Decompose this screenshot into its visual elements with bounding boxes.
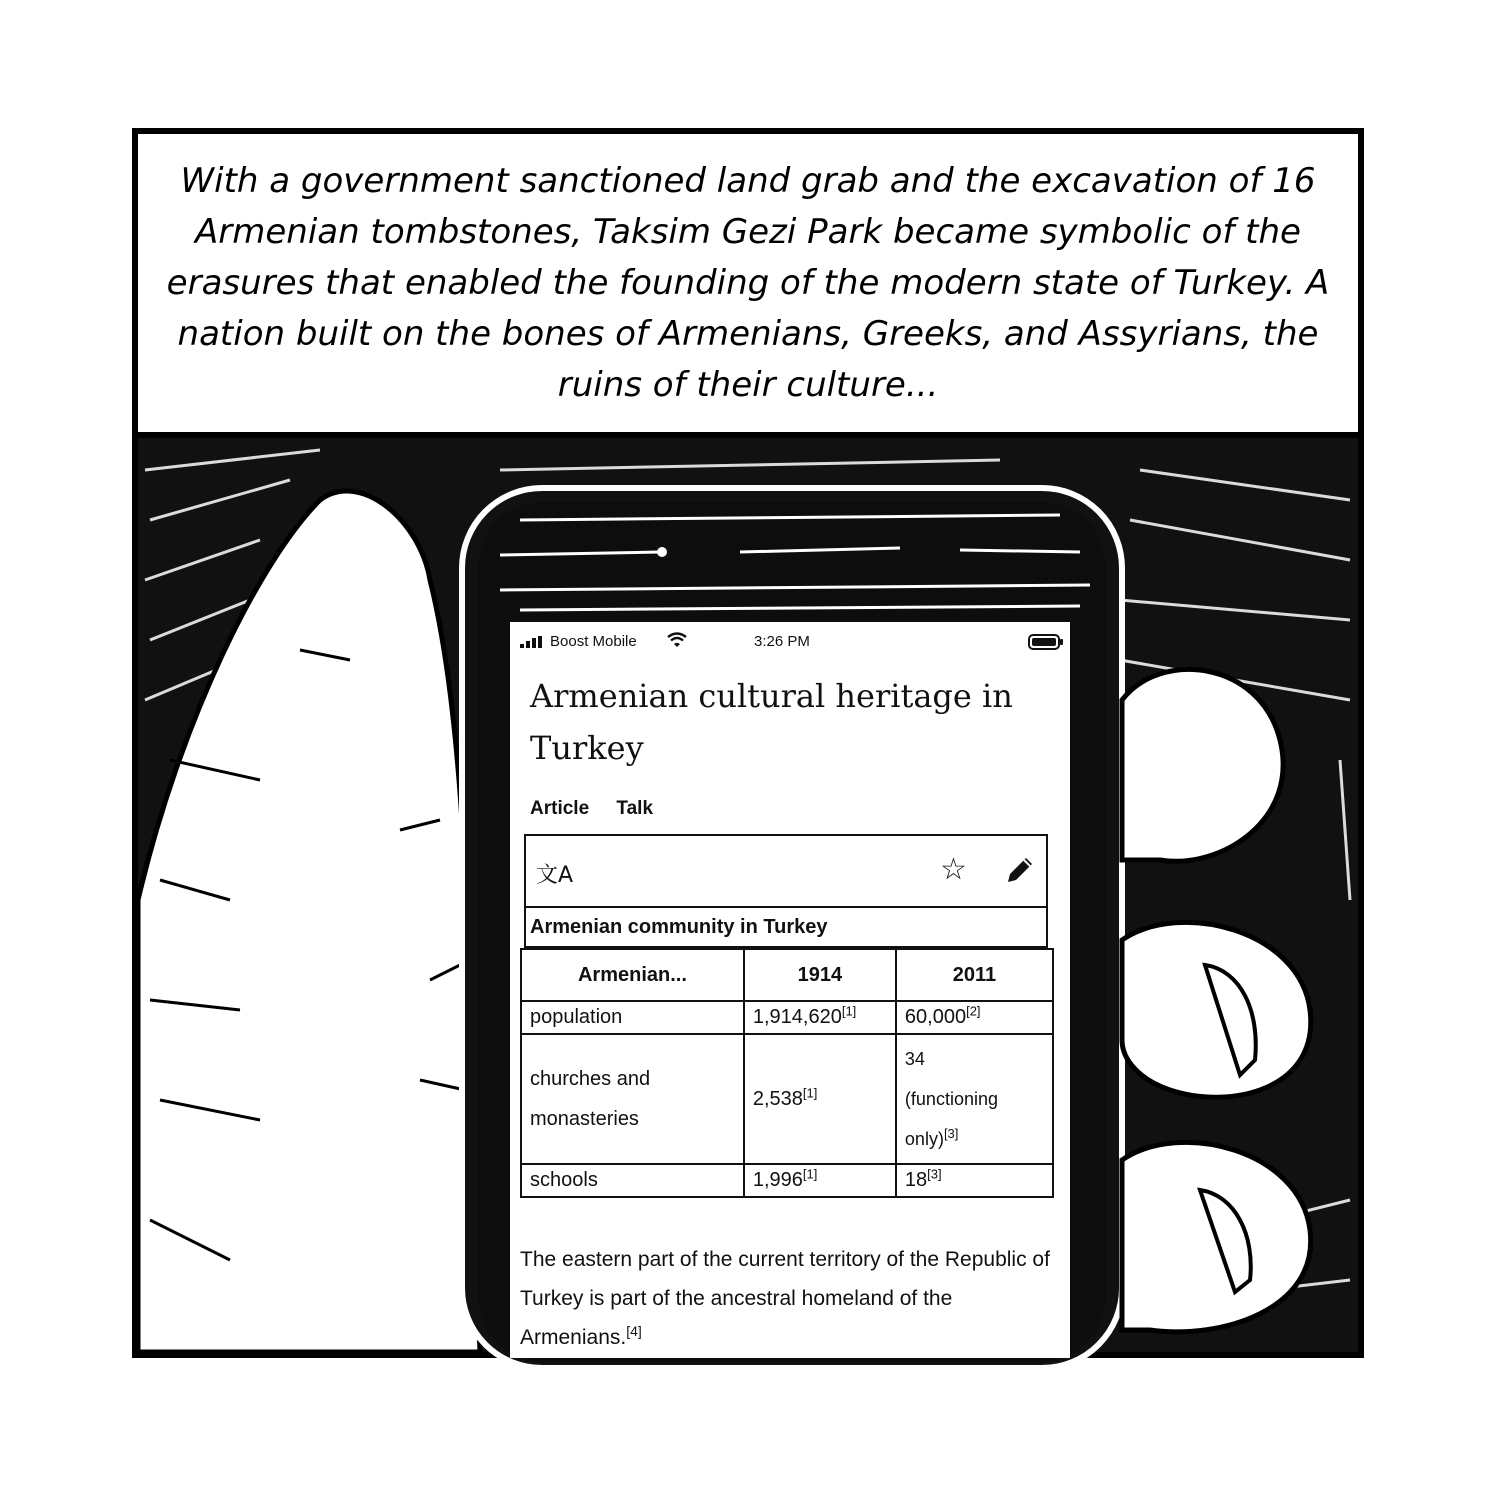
- header-2011: 2011: [896, 949, 1053, 1001]
- table-row: [521, 1034, 1053, 1164]
- status-bar: [510, 630, 1070, 654]
- carrier-label: Boost Mobile: [550, 633, 637, 650]
- caption-text: With a government sanctioned land grab and the excavation of 16 Armenian tombstones, Taksim Gezi Park became symbolic of the erasures that enabled the founding of the modern state of Turkey. A nation built on the bones of Armenians, Greeks, and Assyrians, the ruins of their culture...: [166, 160, 1330, 405]
- cell-churches-1914: 2,538[1]: [744, 1034, 896, 1164]
- article-title: Armenian cultural heritage in Turkey: [530, 677, 1013, 767]
- infobox-table: [520, 948, 1054, 1198]
- ref-link[interactable]: [1]: [802, 1085, 818, 1101]
- ref-link[interactable]: [1]: [802, 1166, 818, 1182]
- cell-schools-1914: 1,996[1]: [744, 1164, 896, 1197]
- wifi-icon: [667, 632, 687, 648]
- battery-icon: [1028, 634, 1064, 650]
- table-header-row: [521, 949, 1053, 1001]
- article-tabs: [530, 798, 675, 820]
- cell-population-2011: 60,000[2]: [896, 1001, 1053, 1034]
- status-time: 3:26 PM: [754, 633, 810, 650]
- translate-icon[interactable]: 文A: [536, 863, 574, 888]
- table-row: [521, 1164, 1053, 1197]
- signal-icon: [520, 636, 546, 648]
- ref-link[interactable]: [4]: [626, 1323, 642, 1339]
- infobox-caption: Armenian community in Turkey: [524, 908, 1048, 948]
- cell-schools-2011: 18[3]: [896, 1164, 1053, 1197]
- tab-article[interactable]: Article: [530, 798, 590, 819]
- cell-churches-2011: 34 (functioning only)[3]: [896, 1034, 1053, 1164]
- row-label-population: population: [521, 1001, 744, 1034]
- row-label-schools: schools: [521, 1164, 744, 1197]
- header-armenian: Armenian...: [521, 949, 744, 1001]
- article-toolbar: [524, 834, 1048, 908]
- caption-box: [138, 134, 1358, 438]
- article-body: The eastern part of the current territory of the Republic of Turkey is part of the ancestral homeland of the Armenians.[4]: [520, 1248, 1050, 1349]
- table-row: [521, 1001, 1053, 1034]
- right-fingers: [1122, 669, 1311, 1331]
- ref-link[interactable]: [3]: [943, 1126, 959, 1141]
- tab-talk[interactable]: Talk: [616, 798, 654, 819]
- phone-screen: [510, 622, 1070, 1358]
- phone-camera: [657, 547, 667, 557]
- row-label-churches: churches and monasteries: [521, 1034, 744, 1164]
- star-icon[interactable]: ☆: [940, 852, 967, 887]
- pencil-icon[interactable]: [1004, 854, 1036, 886]
- ref-link[interactable]: [3]: [927, 1166, 942, 1182]
- ref-link[interactable]: [2]: [966, 1003, 981, 1019]
- header-1914: 1914: [744, 949, 896, 1001]
- ref-link[interactable]: [1]: [841, 1003, 857, 1019]
- cell-population-1914: 1,914,620[1]: [744, 1001, 896, 1034]
